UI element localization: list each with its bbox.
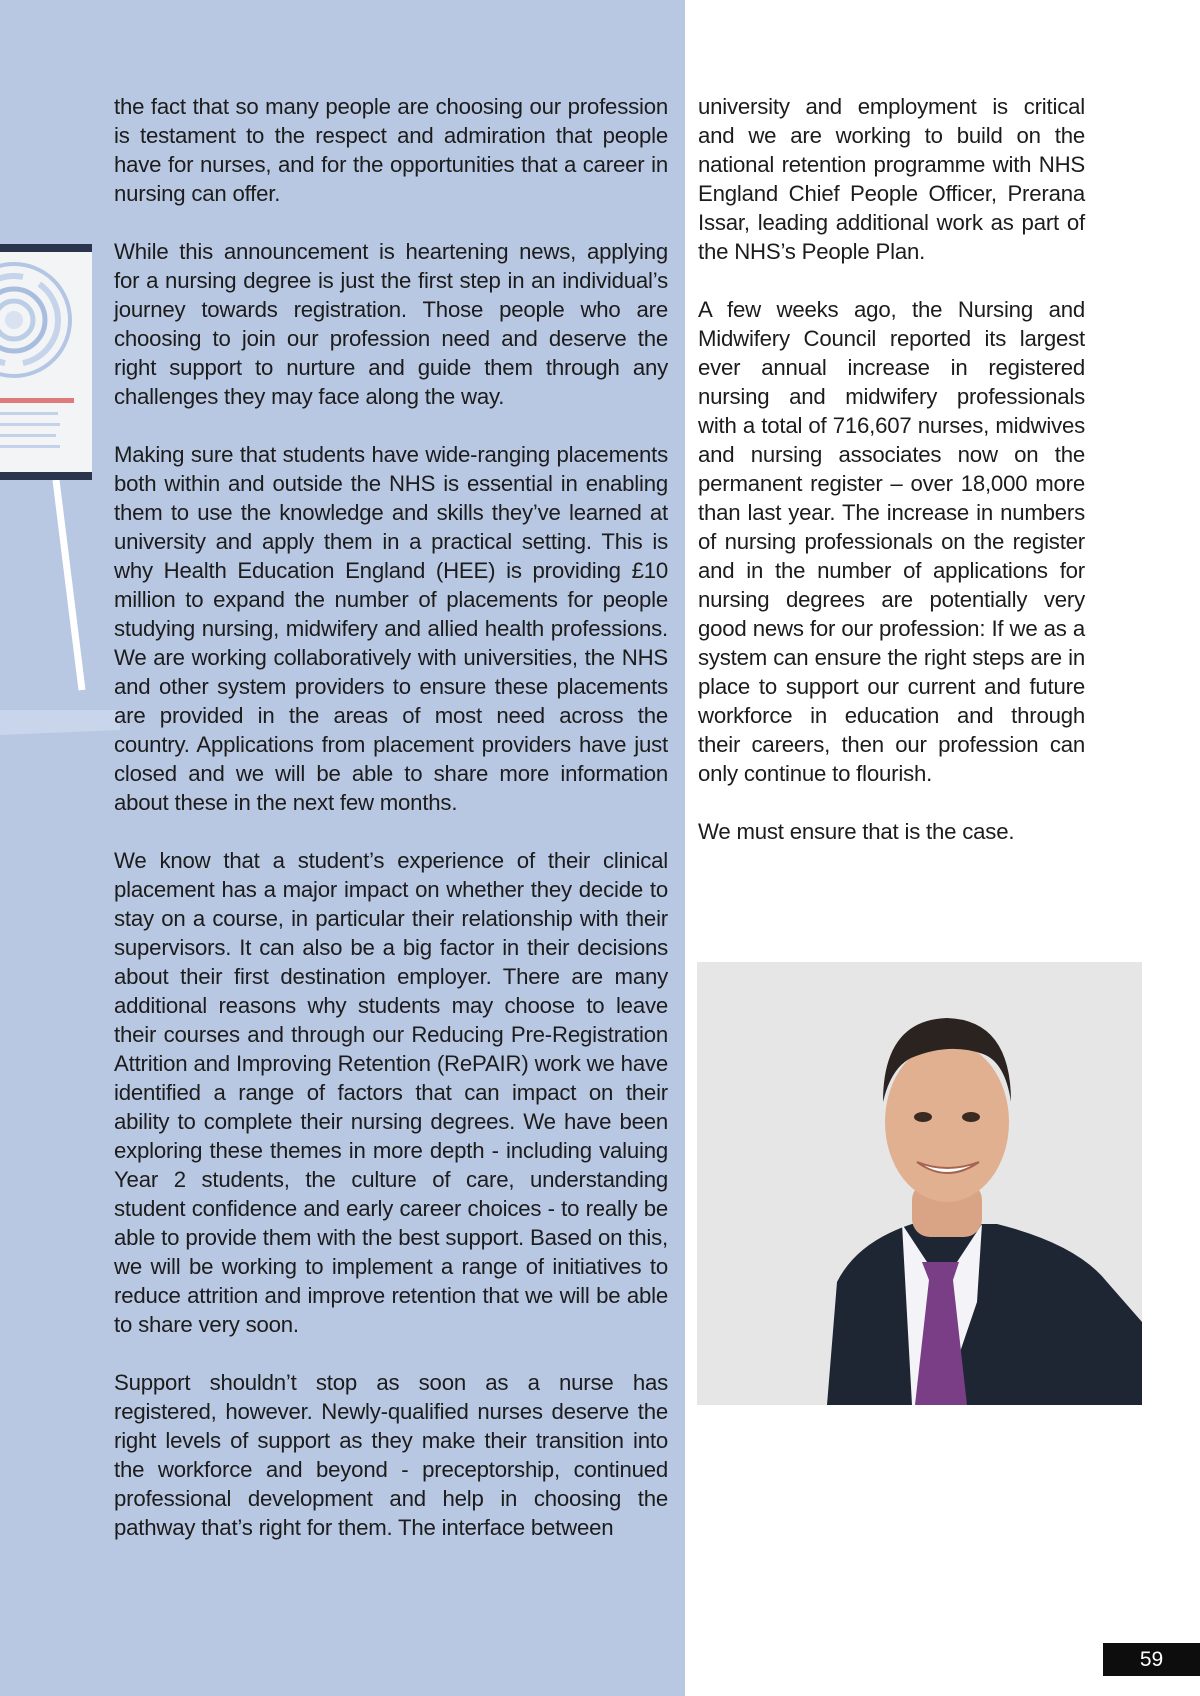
left-paragraph-4: We know that a student’s experience of their clinical placement has a major impact on whether they decide to stay on a course, in particular their relationship with their supervisors. It can also be a big factor in their decisions about their first destination employer. There are many additional reasons why students may choose to leave their courses and through our Reducing Pre-Registration Attrition and Improving Retention (RePAIR) work we have identified a range of factors that can impact on their ability to complete their nursing degrees. We have been exploring these themes in more depth - including valuing Year 2 students, the culture of care, understanding student confidence and early career choices - to really be able to provide them with the best support. Based on this, we will be working to implement a range of initiatives to reduce attrition and improve retention that we will be able to share very soon. [114, 848, 668, 1337]
right-paragraph-2: A few weeks ago, the Nursing and Midwifery Council reported its largest ever annual increase in registered nursing and midwifery professionals with a total of 716,607 nurses, midwives and nursing associates now on the permanent register – over 18,000 more than last year. The increase in numbers of nursing professionals on the register and in the number of applications for nursing degrees are potentially very good news for our profession: If we as a system can ensure the right steps are in place to support our current and future workforce in education and through their careers, then our profession can only continue to flourish. [698, 297, 1085, 786]
author-portrait-photo [697, 962, 1142, 1405]
right-paragraph-1: university and employment is critical and we are working to build on the national retention programme with NHS England Chief People Officer, Prerana Issar, leading additional work as part of the NHS’s People Plan. [698, 94, 1085, 264]
presentation-board-illustration [0, 240, 120, 740]
left-paragraph-2: While this announcement is heartening news, applying for a nursing degree is just the first step in an individual’s journey towards registration. Those people who are choosing to join our profession need and deserve the right support to nurture and guide them through any challenges they may face along the way. [114, 239, 668, 409]
portrait-illustration [697, 962, 1142, 1405]
page-number: 59 [1103, 1643, 1200, 1676]
left-paragraph-3: Making sure that students have wide-ranging placements both within and outside the NHS is essential in enabling them to use the knowledge and skills they’ve learned at university and apply them in a practical setting. This is why Health Education England (HEE) is providing £10 million to expand the number of placements for people studying nursing, midwifery and allied health professions. We are working collaboratively with universities, the NHS and other system providers to ensure these placements are provided in the areas of most need across the country. Applications from placement providers have just closed and we will be able to share more information about these in the next few months. [114, 442, 668, 815]
right-paragraph-3: We must ensure that is the case. [698, 819, 1015, 844]
left-paragraph-1: the fact that so many people are choosing our profession is testament to the respect and admiration that people have for nurses, and for the opportunities that a career in nursing can offer. [114, 94, 668, 206]
right-text-column [698, 92, 1085, 846]
left-text-column [114, 92, 668, 1542]
left-paragraph-5: Support shouldn’t stop as soon as a nurse has registered, however. Newly-qualified nurses deserve the right levels of support as they make their transition into the workforce and beyond - preceptorship, continued professional development and help in choosing the pathway that’s right for them. The interface between [114, 1370, 668, 1540]
